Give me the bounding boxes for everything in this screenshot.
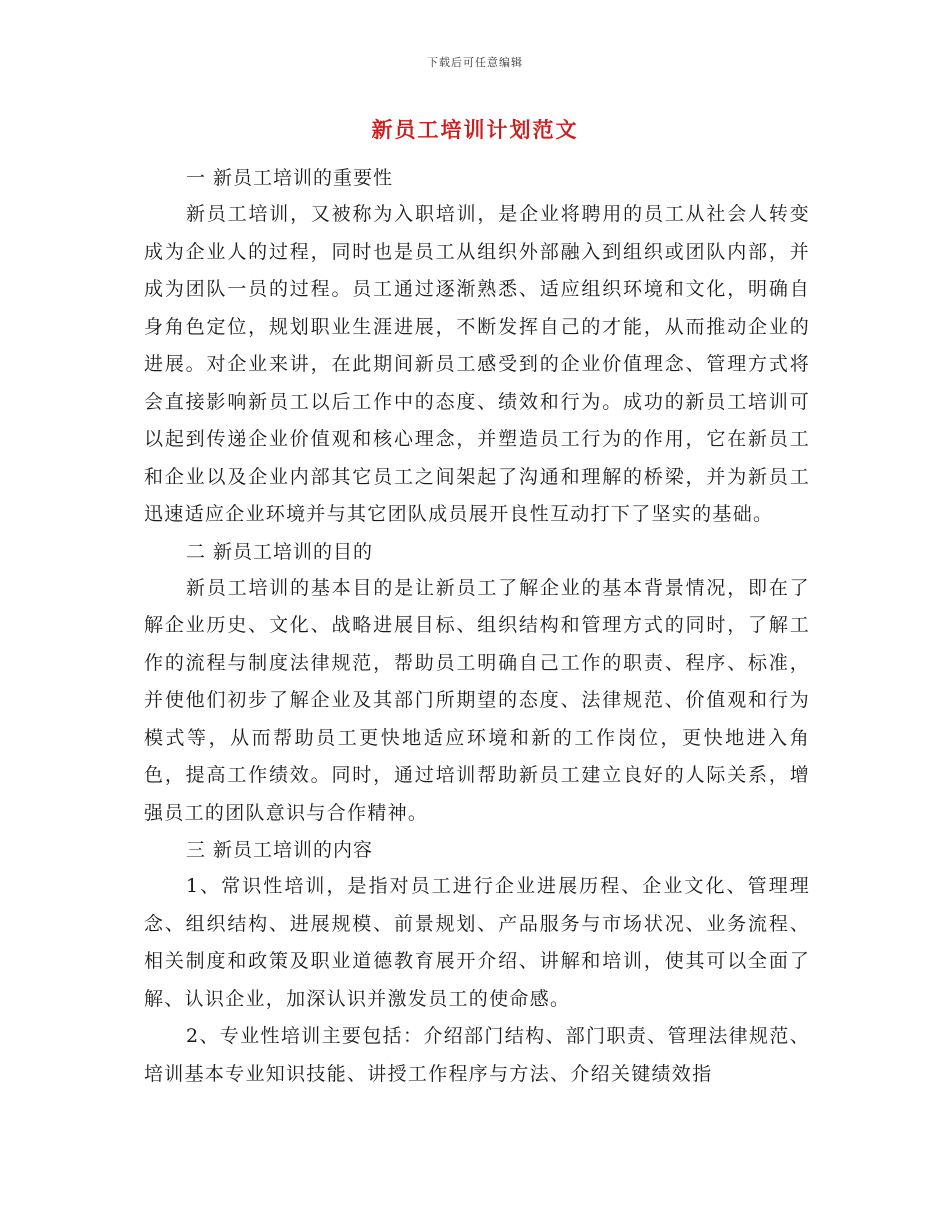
paragraph-importance: 新员工培训，又被称为入职培训，是企业将聘用的员工从社会人转变成为企业人的过程，同时也是员工从组织外部融入到组织或团队内部，并成为团队一员的过程。员工通过逐渐熟悉、适应组织环境和文化，明确自身角色定位，规划职业生涯进展，不断发挥自己的才能，从而推动企业的进展。对企业来讲，在此期间新员工感受到的企业价值理念、管理方式将会直接影响新员工以后工作中的态度、绩效和行为。成功的新员工培训可以起到传递企业价值观和核心理念，并塑造员工行为的作用，它在新员工和企业以及企业内部其它员工之间架起了沟通和理解的桥梁，并为新员工迅速适应企业环境并与其它团队成员展开良性互动打下了坚实的基础。 — [144, 203, 810, 525]
section-heading-importance: 一 新员工培训的重要性 — [186, 167, 394, 189]
page-header: 下载后可任意编辑 — [427, 56, 523, 69]
document-body — [144, 160, 810, 1093]
section-heading-content: 三 新员工培训的内容 — [186, 839, 374, 861]
list-item-general-training: 1、常识性培训，是指对员工进行企业进展历程、企业文化、管理理念、组织结构、进展规模、前景规划、产品服务与市场状况、业务流程、相关制度和政策及职业道德教育展开介绍、讲解和培训，使其可以全面了解、认识企业，加深认识并激发员工的使命感。 — [144, 875, 810, 1010]
paragraph-purpose: 新员工培训的基本目的是让新员工了解企业的基本背景情况，即在了解企业历史、文化、战略进展目标、组织结构和管理方式的同时，了解工作的流程与制度法律规范，帮助员工明确自己工作的职责、程序、标准，并使他们初步了解企业及其部门所期望的态度、法律规范、价值观和行为模式等，从而帮助员工更快地适应环境和新的工作岗位，更快地进入角色，提高工作绩效。同时，通过培训帮助新员工建立良好的人际关系，增强员工的团队意识与合作精神。 — [144, 576, 810, 824]
section-heading-purpose: 二 新员工培训的目的 — [186, 540, 374, 563]
list-item-professional-training: 2、专业性培训主要包括：介绍部门结构、部门职责、管理法律规范、培训基本专业知识技能、讲授工作程序与方法、介绍关键绩效指 — [144, 1025, 810, 1085]
document-title: 新员工培训计划范文 — [371, 117, 579, 142]
